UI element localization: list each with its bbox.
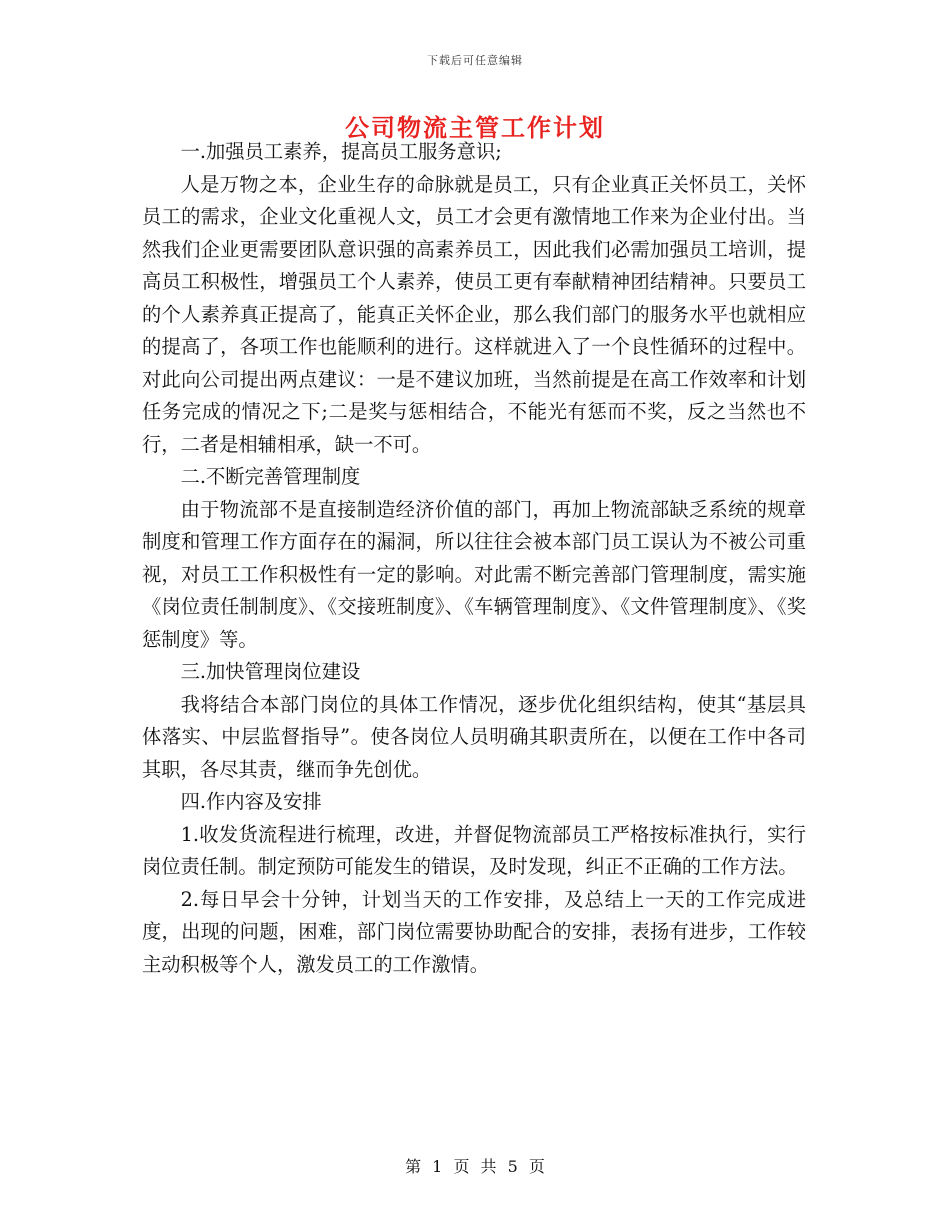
paragraph-management-system: 由于物流部不是直接制造经济价值的部门，再加上物流部缺乏系统的规章制度和管理工作方面存在的漏洞，所以往往会被本部门员工误认为不被公司重视，对员工工作积极性有一定的影响。对此需不断完善部门管理制度，需实施《岗位责任制制度》、《交接班制度》、《车辆管理制度》、《文件管理制度》、《奖惩制度》等。 — [142, 497, 806, 651]
section-heading-1: 一.加强员工素养，提高员工服务意识; — [180, 140, 502, 163]
page-header-note: 下载后可任意编辑 — [427, 54, 523, 67]
page-number-footer: 第 1 页 共 5 页 — [405, 1157, 545, 1176]
document-title: 公司物流主管工作计划 — [345, 113, 605, 142]
section-heading-4: 四.作内容及安排 — [180, 790, 322, 813]
section-heading-2: 二.不断完善管理制度 — [180, 465, 361, 488]
paragraph-staff-quality: 人是万物之本，企业生存的命脉就是员工，只有企业真正关怀员工，关怀员工的需求，企业文化重视人文，员工才会更有激情地工作来为企业付出。当然我们企业更需要团队意识强的高素养员工，因此我们必需加强员工培训，提高员工积极性，增强员工个人素养，使员工更有奉献精神团结精神。只要员工的个人素养真正提高了，能真正关怀企业，那么我们部门的服务水平也就相应的提高了，各项工作也能顺利的进行。这样就进入了一个良性循环的过程中。对此向公司提出两点建议：一是不建议加班，当然前提是在高工作效率和计划任务完成的情况之下;二是奖与惩相结合，不能光有惩而不奖，反之当然也不行，二者是相辅相承，缺一不可。 — [142, 172, 806, 456]
paragraph-item-1: 1.收发货流程进行梳理，改进，并督促物流部员工严格按标准执行，实行岗位责任制。制定预防可能发生的错误，及时发现，纠正不正确的工作方法。 — [142, 822, 806, 878]
paragraph-item-2: 2.每日早会十分钟，计划当天的工作安排，及总结上一天的工作完成进度，出现的问题，困难，部门岗位需要协助配合的安排，表扬有进步，工作较主动积极等个人，激发员工的工作激情。 — [142, 887, 806, 976]
document-body — [142, 136, 806, 981]
section-heading-3: 三.加快管理岗位建设 — [180, 660, 361, 683]
paragraph-position-building: 我将结合本部门岗位的具体工作情况，逐步优化组织结构，使其“基层具体落实、中层监督指导”。使各岗位人员明确其职责所在，以便在工作中各司其职，各尽其责，继而争先创优。 — [142, 692, 806, 781]
